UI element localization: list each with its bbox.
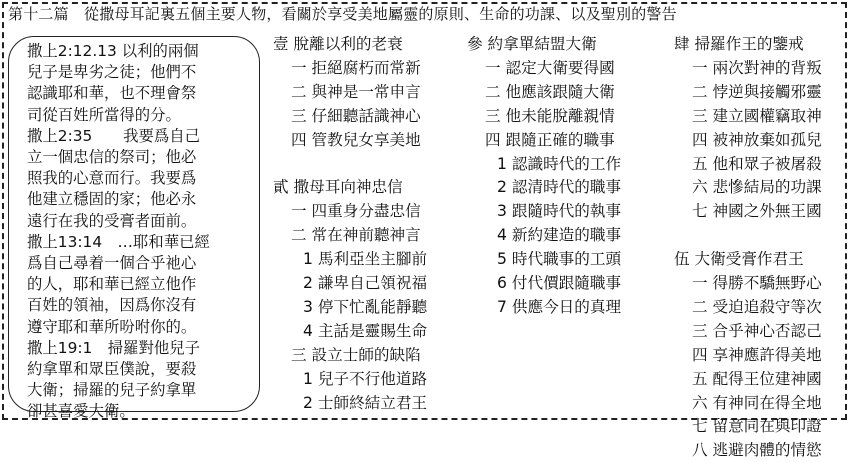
verse-line: 兒子是卑劣之徒；他們不 (27, 63, 197, 82)
outline-column-3 (674, 33, 822, 463)
outline-item: 2 謙卑自己領祝福 (303, 274, 428, 293)
outline-item: 三 仔細聽話識神心 (291, 106, 421, 125)
verse-line: 撒上13:14 …耶和華已經 (27, 232, 210, 251)
outline-item: 一 認定大衛要得國 (485, 58, 615, 77)
outline-item: 一 四重身分盡忠信 (291, 202, 421, 221)
verse-line: 撒上19:1 掃羅對他兒子 (27, 338, 201, 357)
outline-item: 二 悖逆與接觸邪靈 (692, 82, 822, 101)
outline-item: 4 主話是靈賜生命 (303, 321, 428, 340)
outline-item: 二 他應該跟隨大衛 (485, 82, 615, 101)
outline-item: 八 逃避肉體的情慾 (692, 441, 822, 460)
verse-line: 的人，耶和華已經立他作 (27, 275, 197, 294)
verse-line: 約拿單和眾臣僕說，要殺 (27, 360, 197, 379)
outline-item: 二 與神是一常申言 (291, 82, 421, 101)
verse-line: 撒上2:12.13 以利的兩個 (27, 42, 199, 60)
outline-item: 七 留意同在與印證 (692, 417, 822, 436)
outline-item: 4 新約建造的職事 (497, 226, 622, 245)
outline-item: 四 跟隨正確的職事 (485, 130, 615, 149)
outline-item: 三 合乎神心否認己 (692, 321, 822, 340)
outline-item: 一 得勝不驕無野心 (692, 274, 822, 293)
verse-line: 大衛；掃羅的兒子約拿單 (27, 381, 197, 400)
verse-line: 百姓的領袖，因爲你沒有 (27, 296, 197, 315)
outline-item: 四 享神應許得美地 (692, 345, 822, 364)
outline-item: 六 有神同在得全地 (692, 393, 822, 412)
outline-item: 四 管教兒女享美地 (291, 130, 421, 149)
outline-column-2 (467, 33, 621, 320)
verse-line: 撒上2:35 我要爲自己 (27, 126, 201, 145)
verse-line: 司從百姓所當得的分。 (27, 105, 181, 124)
outline-item: 四 被神放棄如孤兒 (692, 130, 822, 149)
verse-box (8, 36, 260, 421)
outline-item: 三 設立士師的缺陷 (291, 345, 421, 364)
outline-heading: 肆 掃羅作王的鑒戒 (674, 35, 804, 53)
outline-heading: 壹 脫離以利的老衰 (273, 35, 403, 53)
outline-item: 1 認識時代的工作 (497, 154, 622, 173)
outline-heading: 參 約拿單結盟大衛 (467, 35, 597, 53)
verse-line: 他建立穩固的家；他必永 (27, 190, 197, 209)
outline-column-1 (273, 33, 427, 415)
outline-heading: 伍 大衛受膏作君王 (674, 250, 804, 269)
verse-line: 爲自己尋着一個合乎祂心 (27, 254, 197, 273)
outline-item: 1 兒子不行他道路 (303, 369, 428, 388)
outline-item: 二 受迫追殺守等次 (692, 297, 822, 316)
spacer (674, 224, 822, 248)
spacer (273, 153, 427, 177)
outline-item: 一 拒絕腐朽而常新 (291, 58, 421, 77)
outline-item: 三 建立國權竊取神 (692, 106, 822, 125)
outline-item: 一 兩次對神的背叛 (692, 58, 822, 77)
outline-item: 1 馬利亞坐主腳前 (303, 250, 428, 269)
outline-item: 六 悲慘結局的功課 (692, 178, 822, 197)
verse-line: 遵守耶和華所吩咐你的。 (27, 317, 197, 336)
outline-item: 五 他和眾子被屠殺 (692, 154, 822, 173)
outline-item: 2 認清時代的職事 (497, 178, 622, 197)
verse-line: 認識耶和華，也不理會祭 (27, 84, 197, 103)
page-title: 第十二篇 從撒母耳記裏五個主要人物，看關於享受美地屬靈的原則、生命的功課、以及聖別的警告 (8, 5, 677, 23)
outline-item: 3 跟隨時代的執事 (497, 202, 622, 221)
verse-line: 立一個忠信的祭司；他必 (27, 148, 197, 167)
verse-line: 照我的心意而行。我要爲 (27, 169, 197, 188)
outline-item: 七 神國之外無王國 (692, 202, 822, 221)
outline-item: 二 常在神前聽神言 (291, 226, 421, 245)
outline-item: 五 配得王位建神國 (692, 369, 822, 388)
outline-item: 2 士師終結立君王 (303, 393, 428, 412)
outline-heading: 貳 撒母耳向神忠信 (273, 178, 403, 197)
outline-item: 5 時代職事的工頭 (497, 250, 622, 269)
verse-line: 遠行在我的受膏者面前。 (27, 211, 197, 230)
verse-line: 卻甚喜愛大衛。 (27, 402, 135, 421)
outline-item: 三 他未能脫離親情 (485, 106, 615, 125)
outline-item: 6 付代價跟隨職事 (497, 274, 622, 293)
outline-item: 7 供應今日的真理 (497, 297, 622, 316)
outline-item: 3 停下忙亂能靜聽 (303, 297, 428, 316)
